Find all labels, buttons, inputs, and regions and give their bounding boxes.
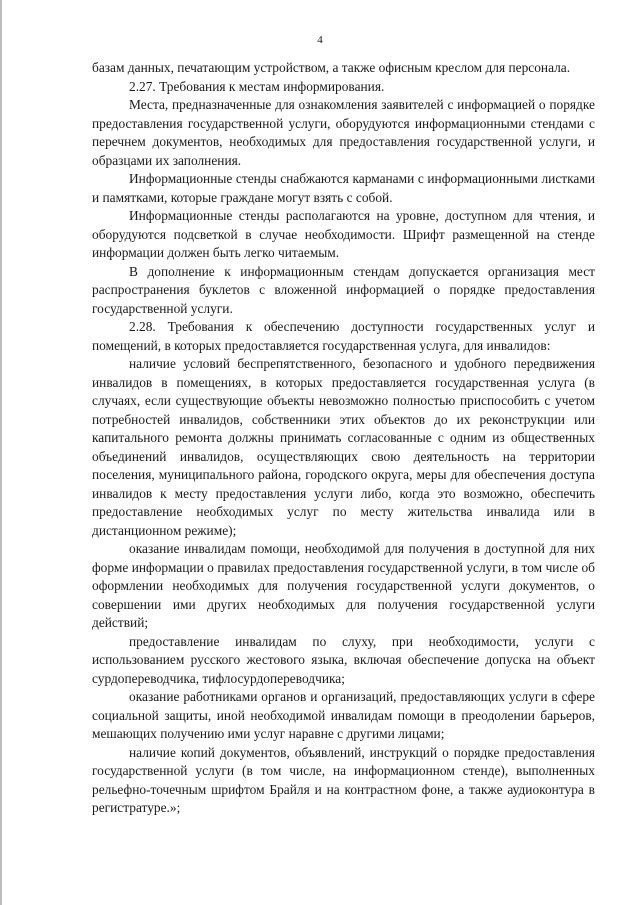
paragraph: Информационные стенды снабжаются карманами с информационными листками и памятками, которые граждане могут взять с собой. xyxy=(92,171,595,205)
list-item: наличие копий документов, объявлений, инструкций о порядке предоставления государственной услуги (в том числе, на информационном стенде), выполненных рельефно-точечным шрифтом Брайля и на контрастном фоне, а также аудиоконтура в регистратуре.»; xyxy=(92,744,595,815)
document-body xyxy=(92,59,595,818)
list-item: наличие условий беспрепятственного, безопасного и удобного передвижения инвалидов в помещениях, в которых предоставляется государственная услуга (в случаях, если существующие объекты невозможно полностью приспособить с учетом потребностей инвалидов, собственники этих объектов до их реконструкции или капитального ремонта должны принимать согласованные с одним из общественных объединений инвалидов, осуществляющих свою деятельность на территории поселения, муниципального района, городского округа, меры для обеспечения доступа инвалидов к месту предоставления услуги либо, когда это возможно, обеспечить предоставление необходимых услуг по месту жительства инвалида или в дистанционном режиме); xyxy=(92,356,595,538)
section-heading-2-28: 2.28. Требования к обеспечению доступности государственных услуг и помещений, в которых предоставляется государственная услуга, для инвалидов: xyxy=(92,319,595,353)
paragraph: Информационные стенды располагаются на уровне, доступном для чтения, и оборудуются подсветкой в случае необходимости. Шрифт размещенной на стенде информации должен быть легко читаемым. xyxy=(92,208,595,260)
list-item: предоставление инвалидам по слуху, при необходимости, услуги с использованием русского жестового языка, включая обеспечение допуска на объект сурдопереводчика, тифлосурдопереводчика; xyxy=(92,633,595,686)
paragraph: Места, предназначенные для ознакомления заявителей с информацией о порядке предоставления государственной услуги, оборудуются информационными стендами с перечнем документов, необходимых для предоставления государственной услуги, и образцами их заполнения. xyxy=(92,97,595,168)
paragraph-continuation: базам данных, печатающим устройством, а также офисным креслом для персонала. xyxy=(92,60,571,75)
scan-edge xyxy=(0,0,2,905)
list-item: оказание инвалидам помощи, необходимой для получения в доступной для них форме информации о правилах предоставления государственной услуги, в том числе об оформлении необходимых для получения государственной услуги документов, о совершении ими других необходимых для получения государственной услуги действий; xyxy=(92,541,595,630)
page-number: 4 xyxy=(317,34,323,46)
list-item: оказание работниками органов и организаций, предоставляющих услуги в сфере социальной защиты, иной необходимой инвалидам помощи в преодолении барьеров, мешающих получению ими услуг наравне с другими лицами; xyxy=(92,689,595,741)
section-heading-2-27: 2.27. Требования к местам информирования. xyxy=(129,78,385,94)
paragraph: В дополнение к информационным стендам допускается организация мест распространения буклетов с вложенной информацией о порядке предоставления государственной услуги. xyxy=(92,263,595,316)
